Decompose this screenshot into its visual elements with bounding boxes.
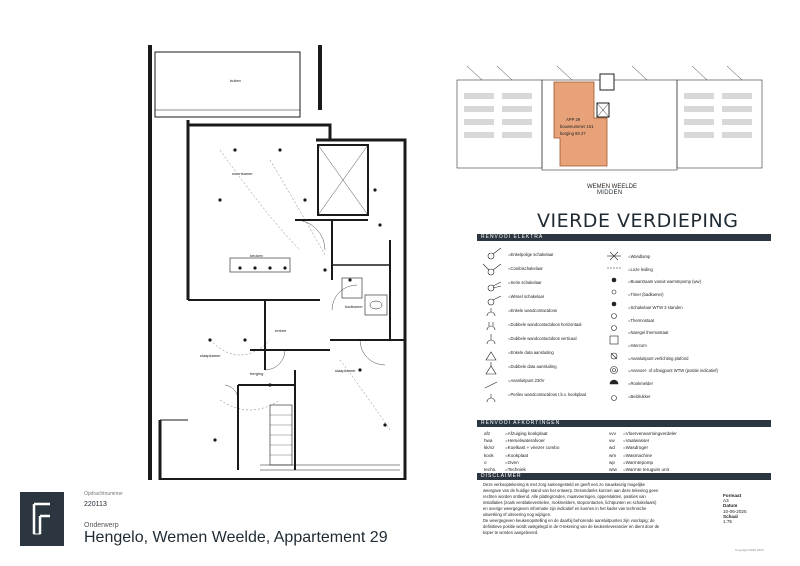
abbr-key: wp [609, 459, 615, 465]
abbr-key: wd [609, 445, 615, 451]
scale-label: Schaal [723, 513, 738, 519]
elektra-legend-item: =Enkele wandcontactdoos [508, 308, 558, 313]
section-bar-disclaimer: DISCLAIMER [477, 473, 771, 480]
room-label-badkamer: badkamer [345, 304, 363, 309]
disclaimer-line: uitwerking of uitvoering nog wijzigen. [483, 512, 552, 517]
elektra-legend-item: =Thermostaat [628, 317, 654, 323]
abbr-key: hwa [484, 438, 493, 444]
disclaimer-line: koper te worden aangeleverd. [483, 530, 539, 535]
balcony-outline [155, 52, 300, 117]
onderwerp-label: Onderwerp [84, 522, 119, 529]
bathroom-sink [365, 295, 387, 315]
floor-plan [120, 40, 420, 480]
abbr-key: afz [484, 431, 491, 436]
format-label: Formaat [723, 493, 742, 498]
abbr-value: =Oven [505, 459, 519, 465]
keyplan-apt-label: APP 29 [566, 117, 581, 122]
elektra-symbols-right [603, 246, 627, 416]
section-bar-elektra: RENVOOI ELEKTRA [477, 234, 771, 241]
abbr-value: =Techniek [505, 467, 526, 472]
abbr-key: vw [609, 438, 615, 444]
abbr-value: =Warmte terugwin unit [623, 467, 669, 472]
keyplan-building-name: WEMEN WEELDE [586, 184, 638, 188]
elektra-legend-item: =Aansluitpunt 230V [508, 378, 545, 383]
elektra-legend-item: =Intercom [628, 342, 647, 348]
disclaimer-line: installaties (zoals ventilatieventielen, rookmelders, stopcontacten, lichtpunten en schakelaars) [483, 500, 657, 505]
elektra-legend-item: =Aansluitpunt verlichting plafond [628, 355, 689, 361]
elektra-legend-item: =Buaantraam vanuit warmtepomp (ww) [628, 279, 701, 285]
date-value: 10-06-2025 [723, 508, 747, 514]
format-value: A3 [723, 498, 729, 504]
abbr-value: =Koelkast + vriezer combo [505, 445, 560, 451]
room-label-berging: berging [250, 371, 264, 376]
room-label-slaapkamer-2: slaapkamer [335, 368, 356, 373]
elektra-symbols-left [479, 246, 509, 416]
abbr-key: wm [609, 452, 617, 458]
logo-f-icon [20, 492, 64, 546]
elektra-legend-item: =Dubbele data aansluiting [508, 364, 557, 369]
disclaimer-line: rechten worden ontleend. Alle plattegronden, maatvoeringen, oppervlakten, posities van [483, 494, 646, 499]
elektra-legend-item: =Dubbele wandcontactdoos verticaal [508, 336, 577, 341]
abbr-key: vvv [609, 431, 616, 436]
elektra-legend-item: =Combischakelaar [508, 266, 543, 271]
opdracht-number: 220113 [84, 501, 107, 508]
opdracht-label: Opdrachtnummer [84, 491, 123, 497]
abbr-value: =Vaatwasser [623, 438, 650, 444]
abbr-value: =Wasdroger [623, 445, 648, 451]
room-label-entree: entree [275, 328, 287, 333]
abbr-value: =Wasmachine [623, 452, 653, 458]
elektra-legend-item: =Naregel thermostaat [628, 330, 669, 336]
disclaimer-line: weergave van de huidige stand van het ontwerp. Desondanks kunnen aan deze tekening geen [483, 488, 659, 493]
abbr-value: =Warmtepomp [623, 459, 654, 465]
room-label-balkon: buiten [230, 78, 241, 83]
section-bar-afkortingen: RENVOOI AFKORTINGEN [477, 420, 771, 427]
disclaimer-text [483, 482, 673, 536]
room-label-slaapkamer-1: slaapkamer [200, 353, 221, 358]
elektra-legend-item: =Rookmelder [628, 381, 654, 386]
abbr-key: techn. [484, 467, 497, 472]
elektra-legend-item: =Schakelaar WTW 3 standen [628, 304, 683, 310]
date-label: Datum [723, 503, 738, 509]
abbr-key: kk/vz [484, 445, 495, 451]
disclaimer-line: De weergegeven keukenopstelling en de daarbij behorende aansluitpunten zijn voorlopig; de [483, 518, 655, 523]
page-title: VIERDE VERDIEPING [537, 210, 739, 232]
abbr-value: =Afzuiging kookplaat [505, 431, 548, 436]
abbr-key: o [484, 459, 487, 465]
project-title: Hengelo, Wemen Weelde, Appartement 29 [84, 529, 388, 546]
abbr-key: wtw [609, 467, 617, 472]
elektra-legend-item: =Wissel schakelaar [508, 294, 545, 299]
elektra-legend-item: =Loze leiding [628, 266, 653, 272]
copyright: Copyright FIRM 2025 [735, 548, 764, 552]
disclaimer-line: en overige weergegeven informatie zijn indicatief en kunnen in het kader van technische [483, 506, 647, 511]
format-block [723, 493, 747, 524]
room-label-keuken: keuken [250, 253, 263, 258]
abbr-value: =Kookplaat [505, 452, 529, 458]
elektra-legend-item: =Wandlamp [628, 254, 651, 259]
elektra-legend-item: =Dubbele wandcontactdoos horizontaal [508, 322, 582, 327]
abbr-value: =Hemelwaterafvoer [505, 438, 545, 444]
elektra-legend-item: =Serie schakelaar [508, 280, 542, 285]
elektra-legend-item: =Enkele data aansluiting [508, 350, 554, 355]
key-plan [452, 58, 772, 188]
scale-value: 1:75 [723, 519, 732, 525]
kitchen-island [230, 258, 290, 272]
keyplan-berging: berging 80.27 [560, 131, 586, 136]
elektra-legend-item: =Beldrukker [628, 393, 651, 399]
elektra-legend-item: =Enkelpolige schakelaar [508, 252, 554, 257]
elektra-legend-item: =Perilex wandcontactdoos t.b.v. kookplaat [508, 392, 587, 397]
disclaimer-line: Deze verkooptekening is met zorg samengesteld en geeft een zo nauwkeurig mogelijke [483, 482, 646, 487]
elektra-legend-item: =Aanvoer- of afzuigpunt WTW (positie indicatief) [628, 368, 718, 374]
abbr-key: kook [484, 452, 494, 458]
room-label-woonkamer: woonkamer [232, 171, 253, 176]
company-logo [20, 492, 64, 546]
abbr-value: =Vloerverwarmingverdeler [623, 431, 677, 436]
keyplan-bouwnummer: bouwnummer 151 [560, 124, 594, 129]
keyplan-building-sub: MIDDEN [597, 190, 623, 196]
elektra-legend-item: =Timer (badkamer) [628, 292, 664, 298]
disclaimer-line: definitieve positie wordt vastgelegd in de 0-tekening van de keukenleverancier en dient door de [483, 524, 660, 529]
